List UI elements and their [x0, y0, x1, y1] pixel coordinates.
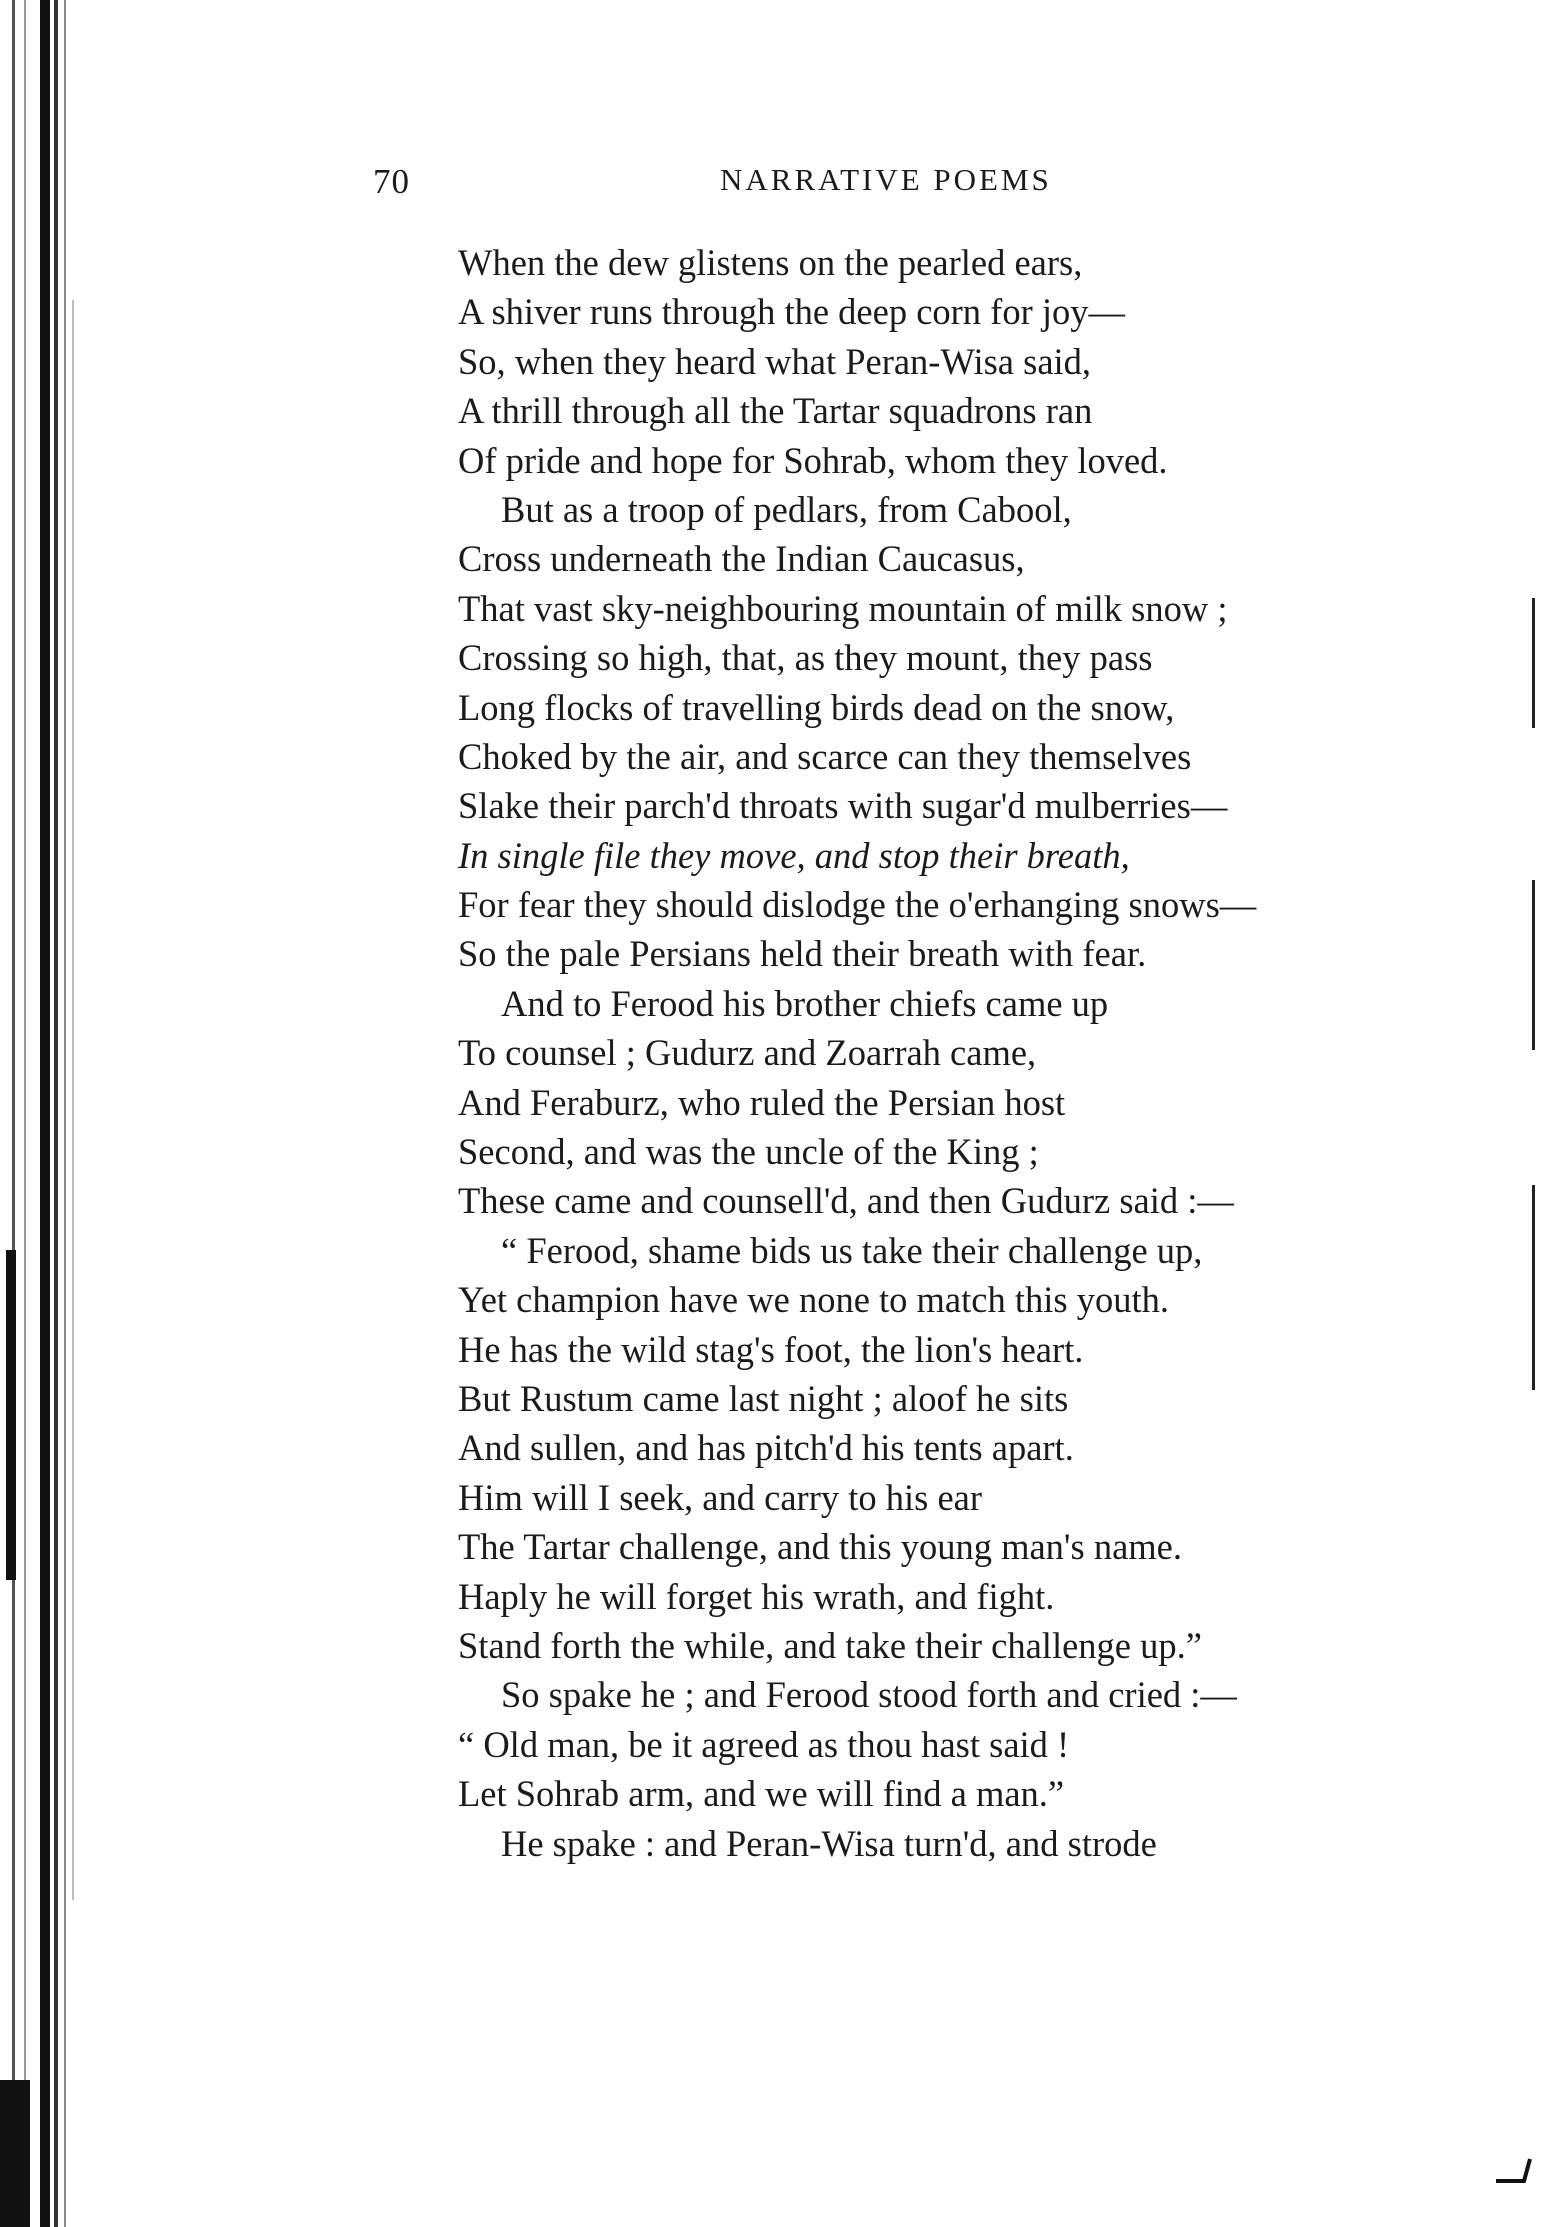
verse-line: For fear they should dislodge the o'erhanging snows—	[458, 884, 1257, 926]
verse-line: Stand forth the while, and take their challenge up.”	[458, 1624, 1202, 1666]
verse-line: But as a troop of pedlars, from Cabool,	[501, 488, 1072, 530]
verse-line: So spake he ; and Ferood stood forth and cried :—	[501, 1674, 1237, 1716]
verse-line: So, when they heard what Peran-Wisa said,	[458, 340, 1092, 382]
verse-line: And sullen, and has pitch'd his tents apart.	[458, 1427, 1074, 1469]
verse-line: When the dew glistens on the pearled ears,	[458, 242, 1083, 283]
verse-line: And to Ferood his brother chiefs came up	[501, 982, 1109, 1024]
verse-line: Slake their parch'd throats with sugar'd mulberries—	[458, 785, 1228, 827]
verse-line: Of pride and hope for Sohrab, whom they loved.	[458, 439, 1168, 481]
verse-line: Haply he will forget his wrath, and fight.	[458, 1575, 1055, 1617]
verse-line: In single file they move, and stop their breath,	[458, 834, 1130, 876]
running-title: NARRATIVE POEMS	[720, 162, 1052, 197]
verse-line: So the pale Persians held their breath with fear.	[458, 933, 1147, 975]
verse-line: Him will I seek, and carry to his ear	[458, 1476, 983, 1518]
poem-text	[458, 238, 1478, 1868]
scan-mark	[1532, 1185, 1535, 1390]
verse-line: Cross underneath the Indian Caucasus,	[458, 538, 1025, 580]
verse-line: Long flocks of travelling birds dead on the snow,	[458, 686, 1175, 728]
corner-scan-mark	[1494, 2157, 1534, 2187]
verse-line: He spake : and Peran-Wisa turn'd, and strode	[501, 1822, 1157, 1864]
verse-line: But Rustum came last night ; aloof he sits	[458, 1377, 1069, 1419]
verse-line: Yet champion have we none to match this youth.	[458, 1279, 1169, 1321]
verse-line: Crossing so high, that, as they mount, they pass	[458, 637, 1153, 679]
verse-line: “ Ferood, shame bids us take their challenge up,	[501, 1229, 1203, 1271]
verse-line: Choked by the air, and scarce can they themselves	[458, 735, 1192, 777]
scan-mark	[1532, 598, 1535, 728]
verse-line: And Feraburz, who ruled the Persian host	[458, 1081, 1066, 1123]
verse-line: Second, and was the uncle of the King ;	[458, 1131, 1039, 1173]
verse-line: The Tartar challenge, and this young man's name.	[458, 1526, 1182, 1568]
verse-line: A shiver runs through the deep corn for joy—	[458, 291, 1125, 333]
verse-line: To counsel ; Gudurz and Zoarrah came,	[458, 1032, 1037, 1074]
verse-line: He has the wild stag's foot, the lion's heart.	[458, 1328, 1084, 1370]
verse-line: Let Sohrab arm, and we will find a man.”	[458, 1773, 1065, 1815]
verse-line: A thrill through all the Tartar squadrons ran	[458, 390, 1093, 432]
verse-line: These came and counsell'd, and then Gudurz said :—	[458, 1180, 1234, 1222]
page-number: 70	[373, 162, 410, 201]
binding-edge-scan	[0, 0, 90, 2227]
scan-mark	[1532, 880, 1535, 1050]
verse-line: That vast sky-neighbouring mountain of milk snow ;	[458, 587, 1228, 629]
verse-line: “ Old man, be it agreed as thou hast said !	[458, 1723, 1070, 1765]
